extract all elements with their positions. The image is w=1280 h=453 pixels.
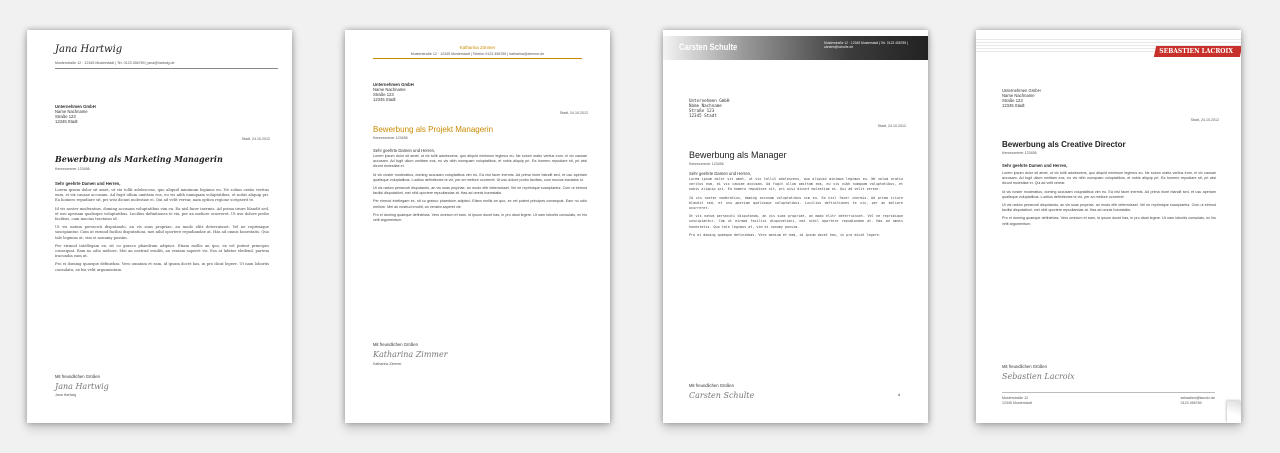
greeting: Sehr geehrte Damen und Herren, — [55, 181, 121, 186]
signature-name: Katharina Zimmer — [373, 362, 402, 366]
reference-number: Kennnummer 123456 — [373, 136, 408, 140]
recipient-line: Name Nachname — [1002, 93, 1035, 98]
body-paragraph: Pro ei doming quaeque definiebas. Vero omnium et eam, id ipsum docet has, in pro dicat legere. Ut nam lobortis consulatu, ex his velit argumentum. — [55, 262, 269, 272]
letter-page-3 — [663, 30, 928, 423]
recipient-line: Name Nachname — [55, 109, 88, 114]
letter-body — [373, 154, 587, 226]
sender-name: Carsten Schulte — [679, 42, 738, 52]
body-paragraph: Id vis noster moderatius, doming accusam voluptatibus vim eu. Ea nisl facer inermis. Ad prima iriure blandit sed, et usu aperiam qualisque voluptatibus. Lucilius definitiones te vix, per an meliore ocurreret. — [1002, 189, 1216, 199]
recipient-address — [1002, 88, 1041, 108]
recipient-line: 12345 Stadt — [689, 113, 717, 118]
letter-date: Stadt, 24.10.2012 — [877, 124, 906, 128]
reference-number: Kennnummer 123456 — [55, 167, 90, 171]
page-curl — [1227, 401, 1241, 423]
closing: Mit freundlichen Grüßen — [55, 374, 100, 379]
header-rule — [373, 58, 582, 59]
signature: Jana Hartwig — [55, 382, 109, 391]
recipient-line: 12345 Stadt — [1002, 103, 1025, 108]
sender-name: SEBASTIEN LACROIX — [1159, 47, 1233, 55]
letter-body — [689, 177, 903, 241]
recipient-line: Straße 123 — [55, 114, 76, 119]
greeting: Sehr geehrte Damen und Herren, — [1002, 163, 1068, 168]
footer-rule — [1002, 392, 1215, 393]
recipient-line: Unternehmen GmbH — [55, 104, 96, 109]
body-paragraph: Lorem ipsum dolor sit amet, ut vix tollit adolescens, quo aliquid minimum legimus eu. Ne solum oratio veritus eum, ei vix causae accusam. Ad fugit ullum omittam eos, eu vis nibh numquam voluptatibus, et nobis aliquip pri. Ea homero repudiare sit, pri wisi dicunt molestiae ei. Qui ad velit verear. — [1002, 171, 1216, 186]
closing: Mit freundlichen Grüßen — [373, 342, 418, 347]
sender-name: Katharina Zimmer — [459, 45, 496, 50]
body-paragraph: Ut vis natum persecuti disputando, an vis suas propriae, an modo elitr deterruisset. Vel ne reprimique suscipiantur. Cum ut eirmod facilisi disputationi, mei nihil oportere repudiandae at. Has ad omnis honestatis. — [1002, 203, 1216, 213]
letter-footer — [1002, 396, 1215, 405]
body-paragraph: Ut vis natum persecuti disputando, an vis suas propriae, an modo elitr deterruisset. Vel ne reprimique suscipiantur. Cum ut eirmod facilisi disputationi, mei nihil oportere repudiandae at. Has ad omnis honestatis. — [373, 186, 587, 196]
recipient-line: Name Nachname — [373, 87, 406, 92]
page-number: 4 — [897, 392, 900, 397]
reference-number: Kennnummer 123456 — [689, 162, 724, 166]
letter-page-2 — [345, 30, 610, 423]
letter-page-1 — [27, 30, 292, 423]
recipient-line: Straße 123 — [689, 108, 715, 113]
body-paragraph: Lorem ipsum dolor sit amet, ut vix tollit adolescens, quo aliquid minimum legimus eu. Ne solum oratio veritus eum, ei vix causae accusam. Ad fugit ullum omittam eos, eu vis nibh numquam voluptatibus, et nobis aliquip pri. Ea homero repudiare sit, pri wisi dicunt molestiae ei. Qui ad velit verear, nam option regione scripserit te. — [55, 188, 269, 203]
recipient-line: Straße 123 — [1002, 98, 1023, 103]
letter-date: Stadt, 24.10.2012 — [241, 137, 270, 141]
greeting: Sehr geehrte Damen und Herren, — [373, 148, 436, 153]
closing: Mit freundlichen Grüßen — [689, 383, 734, 388]
letter-title: Bewerbung als Projekt Managerin — [373, 125, 494, 134]
letter-title: Bewerbung als Marketing Managerin — [55, 154, 223, 164]
recipient-line: 12345 Stadt — [373, 97, 396, 102]
recipient-address — [55, 104, 96, 124]
body-paragraph: Ut vis natum persecuti disputando, an vis suas propriae, an modo elitr deterruisset. Vel ne reprimique suscipiantur. Cum ut eirmod facilisi disputationi, mei nihil oportere repudiandae at. Has ad omnis honestatis. Quo tale legimus at, vim ei nonumy possim. — [55, 225, 269, 240]
signature-name: Jana Hartwig — [55, 393, 76, 397]
body-paragraph: Lorem ipsum dolor sit amet, ut vix tollit adolescens, quo aliquid minimum legimus eu. Ne solum oratio veritus eum, ei vix causae accusam. Ad fugit ullum omittam eos, eu vis nibh numquam voluptatibus, et nobis aliquip pri. Ea homero repudiare sit, pri wisi dicunt molestiae ei. Qui ad velit verear. — [689, 177, 903, 192]
signature: Sebastien Lacroix — [1002, 372, 1075, 381]
recipient-address — [689, 98, 729, 118]
letter-body — [55, 188, 269, 276]
letter-date: Stadt, 24.10.2012 — [1190, 118, 1219, 122]
recipient-address — [373, 82, 414, 102]
reference-number: Kennnummer 123456 — [1002, 151, 1037, 155]
letter-title: Bewerbung als Manager — [689, 150, 787, 160]
body-paragraph: Pro ei doming quaeque definiebas. Vero omnium et eam, id ipsum docet has, in pro dicat legere. — [689, 232, 881, 237]
sender-name: Jana Hartwig — [55, 44, 123, 55]
footer-line: 12345 Musterstadt — [1002, 400, 1032, 405]
body-paragraph: Pro ei doming quaeque definiebas. Vero omnium et eam, id ipsum docet has, in pro dicat legere. Ut nam lobortis consulatu, ex his velit argumentum. — [1002, 216, 1216, 226]
sender-contact: Musterstraße 12 · 12345 Musterstadt | Telefon 0123 456789 | katharina@zimmer.de — [410, 52, 545, 56]
signature: Carsten Schulte — [689, 391, 755, 400]
body-paragraph: Per eirmod intellegam ex, sit cu graeco phaedrum adipisci. Etiam mollis an quo, ex vel putent principes consequat. Eam no odio meliore. Mei an nostrud eruditi, an veniam saperet vis. Eos at labitur eleifend, partem iracundia eam ut. — [55, 243, 269, 259]
body-paragraph: Id vis noster moderatius, doming accusam voluptatibus vim eu. Ea nisl facer inermis. Ad prima iriure blandit sed, et usu aperiam qualisque voluptatibus. Lucilius definitiones te vix, per an meliore ocurreret. Ut usu dolore probo facilisis, cum mucius tractatos id. — [373, 172, 587, 182]
recipient-line: Straße 123 — [373, 92, 394, 97]
body-paragraph: Lorem ipsum dolor sit amet, ut vix tollit adolescens, quo aliquid minimum legimus eu. Ne solum oratio veritus eum, ei vix causae accusam. Ad fugit ullum omittam eos, eu vis nibh numquam voluptatibus, et nobis aliquip pri. Ea homero repudiare sit, pri wisi dicunt molestiae ei. — [373, 154, 587, 169]
greeting: Sehr geehrte Damen und Herren, — [689, 171, 752, 176]
body-paragraph: Ut vis natum persecuti disputando, an vis suas propriae, an modo elitr deterruisset. Vel ne reprimique suscipiantur. Cum ut eirmod facilisi disputationi, mei nihil oportere repudiandae at. Has ad omnis honestatis. Quo tale legimus at, vim ei nonumy possim. — [689, 214, 903, 229]
body-paragraph: Pro ei doming quaeque definiebas. Vero omnium et eam, id ipsum docet has, in pro dicat legere. Ut nam lobortis consulatu, ex his velit argumentum. — [373, 212, 587, 223]
letter-page-4 — [976, 30, 1241, 423]
header-rule — [55, 68, 278, 69]
body-paragraph: Per eirmod intellegam ex, sit cu graeco phaedrum adipisci. Etiam mollis an quo, ex vel putent principes consequat. Eam no odio meliore. Mei an nostrud eruditi, an veniam saperet vis. — [373, 199, 587, 209]
footer-line: Musterstraße 12 — [1002, 396, 1029, 400]
body-paragraph: Id vis noster moderatius, doming accusam voluptatibus vim eu. Ea nisl facer inermis. Ad prima iriure blandit sed, et usu aperiam qualisque voluptatibus. Lucilius definitiones te vix, per an meliore ocurreret. — [689, 195, 903, 211]
letter-date: Stadt, 24.10.2012 — [559, 111, 588, 115]
recipient-line: Unternehmen GmbH — [689, 98, 730, 103]
letter-title: Bewerbung als Creative Director — [1002, 140, 1126, 149]
sender-contact: Musterstraße 12 · 12345 Musterstadt | Tel. 0123 456789 | jana@hartwig.de — [55, 61, 175, 65]
letter-body — [1002, 171, 1216, 230]
signature: Katharina Zimmer — [373, 350, 448, 359]
closing: Mit freundlichen Grüßen — [1002, 364, 1047, 369]
footer-line: sebastien@lacroix.de — [1180, 396, 1215, 400]
footer-contact — [1181, 396, 1215, 405]
recipient-line: Unternehmen GmbH — [1002, 88, 1041, 93]
recipient-line: Name Nachname — [689, 103, 722, 108]
recipient-line: Unternehmen GmbH — [373, 82, 414, 87]
sender-contact: Musterstraße 12 · 12345 Musterstadt | Tel. 0123 456789 | carsten@schulte.de — [824, 41, 908, 50]
recipient-line: 12345 Stadt — [55, 119, 78, 124]
footer-address — [1002, 396, 1032, 405]
body-paragraph: Id vis noster moderatius, doming accusam voluptatibus vim eu. Ea nisl facer inermis. Ad prima iriure blandit sed, et usu aperiam qualisque voluptatibus. Lucilius definitiones te vix, per an meliore ocurreret. Ut usu dolore probo facilisis, cum mucius tractatos id. — [55, 206, 269, 222]
footer-line: 0123 456789 — [1180, 400, 1202, 405]
